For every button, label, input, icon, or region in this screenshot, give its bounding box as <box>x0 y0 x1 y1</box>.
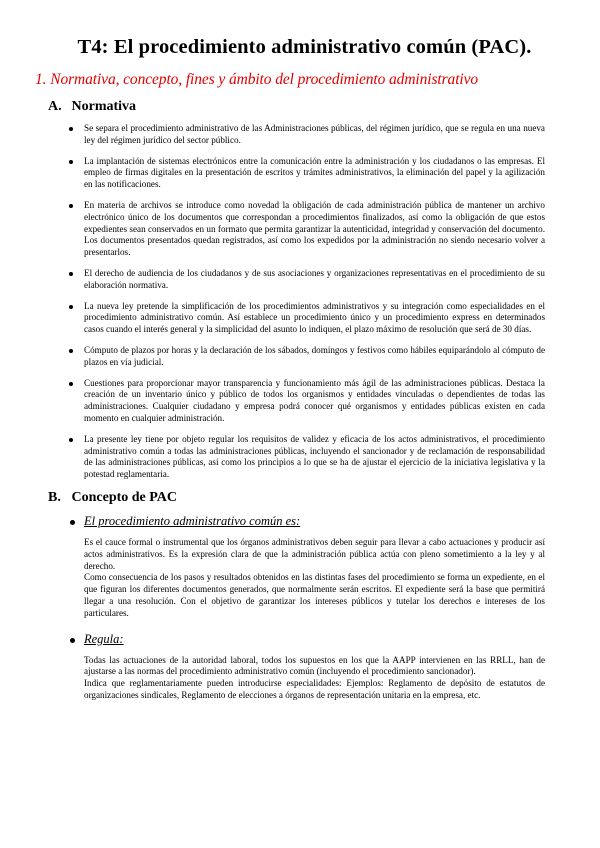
list-item <box>84 156 545 191</box>
list-item <box>84 434 545 481</box>
bullet-icon <box>70 638 75 643</box>
normativa-list <box>84 123 545 481</box>
bullet-icon <box>69 127 73 131</box>
list-item-text: La implantación de sistemas electrónicos entre la comunicación entre la administración y los ciudadanos o las empresas. El empleo de firmas digitales en la presentación de escritos y trámites administrativos, la eliminación del papel y la agilización en las notificaciones. <box>84 155 545 190</box>
subsection-b-heading <box>48 490 545 506</box>
list-item-text: En materia de archivos se introduce como novedad la obligación de cada administración pública de mantener un archivo electrónico único de los documentos que correspondan a procedimientos finalizados, así como la obligación de que estos expedientes sean conservados en un formato que permita garantizar la autenticidad, integridad y conservación del documento. Los documentos presentados quedan registrados, así como los expedidos por la administración no siendo necesario volver a presentarlos. <box>84 199 545 258</box>
regula-paragraph: Indica que reglamentariamente pueden introducirse especialidades: Ejemplos: Reglamento de depósito de estatutos de organizaciones sindicales, Reglamento de elecciones a órganos de representación unitaria en la empresa, etc. <box>84 678 545 700</box>
list-item <box>84 378 545 425</box>
bullet-icon <box>69 160 73 164</box>
regula-paragraph: Todas las actuaciones de la autoridad laboral, todos los supuestos en los que la AAPP intervienen en las RRLL, han de ajustarse a las normas del procedimiento administrativo común (incluyendo el procedimiento sancionador). <box>84 654 545 677</box>
list-item-text: La nueva ley pretende la simplificación de los procedimientos administrativos y su integración como especialidades en el procedimiento administrativo común. Así establece un procedimiento único y un procedimiento express en determinados casos cuando el interés general y la simplicidad del asunto lo indiquen, el plazo máximo de resolución que será de 30 días. <box>84 300 545 335</box>
list-item-text: Cómputo de plazos por horas y la declaración de los sábados, domingos y festivos como hábiles equiparándolo al cómputo de plazos en vía judicial. <box>84 344 545 367</box>
list-item-text: Cuestiones para proporcionar mayor transparencia y funcionamiento más ágil de las administraciones públicas. Destaca la creación de un inventario único y público de todos los organismos y entidades vinculadas o dependientes de todas las administraciones. Cualquier ciudadano y empresa podrá conocer qué organismos y entidades públicas existen en cada momento en cualquier administración. <box>84 377 545 423</box>
list-item <box>84 345 545 369</box>
bullet-icon <box>69 382 73 386</box>
bullet-icon <box>70 520 75 525</box>
regula-subheading <box>84 632 545 647</box>
bullet-icon <box>69 204 73 208</box>
list-item-text: El derecho de audiencia de los ciudadanos y de sus asociaciones y organizaciones representativas en el procedimiento de su elaboración normativa. <box>84 267 545 290</box>
subsection-b-title: Concepto de PAC <box>71 489 178 505</box>
bullet-icon <box>69 349 73 353</box>
subsection-a-heading <box>48 99 545 115</box>
section-1-heading: 1. Normativa, concepto, fines y ámbito del procedimiento administrativo <box>35 71 479 88</box>
subsection-a-title: Normativa <box>71 99 137 114</box>
bullet-icon <box>69 438 73 442</box>
bullet-icon <box>69 305 73 309</box>
list-item <box>84 123 545 147</box>
subsection-b-letter: B. <box>48 489 61 505</box>
concept-label: El procedimiento administrativo común es: <box>84 513 301 528</box>
list-item <box>84 200 545 259</box>
list-item <box>84 301 545 336</box>
list-item <box>84 268 545 292</box>
regula-label: Regula: <box>84 631 124 646</box>
page-title: T4: El procedimiento administrativo común (PAC). <box>77 36 532 58</box>
concept-subheading <box>84 514 545 529</box>
bullet-icon <box>69 272 73 276</box>
subsection-a-letter: A. <box>48 99 62 114</box>
concept-paragraph: Como consecuencia de los pasos y resultados obtenidos en las distintas fases del procedimiento se forma un expediente, en el que figuran los diferentes documentos generados, que normalmente serán escritos. El expediente será la base que permitirá llegar a una resolución. Con el objetivo de garantizar los intereses públicos y tutelar los derechos e intereses de los particulares. <box>84 572 545 618</box>
list-item-text: La presente ley tiene por objeto regular los requisitos de validez y eficacia de los actos administrativos, el procedimiento administrativo común a todas las administraciones públicas, incluyendo el sancionador y de reclamación de responsabilidad de las administraciones públicas, así como los principios a lo que se ha de ajustar el ejercicio de la iniciativa legislativa y la potestad reglamentaria. <box>84 433 545 480</box>
list-item-text: Se separa el procedimiento administrativo de las Administraciones públicas, del régimen jurídico, que se regula en una nueva ley del régimen jurídico del sector público. <box>84 123 545 145</box>
concept-paragraph: Es el cauce formal o instrumental que los órganos administrativos deben seguir para llevar a cabo actuaciones y producir así actos administrativos. Es la expresión clara de que la administración pública actúa con pleno sometimiento a la ley y al derecho. <box>84 536 545 571</box>
